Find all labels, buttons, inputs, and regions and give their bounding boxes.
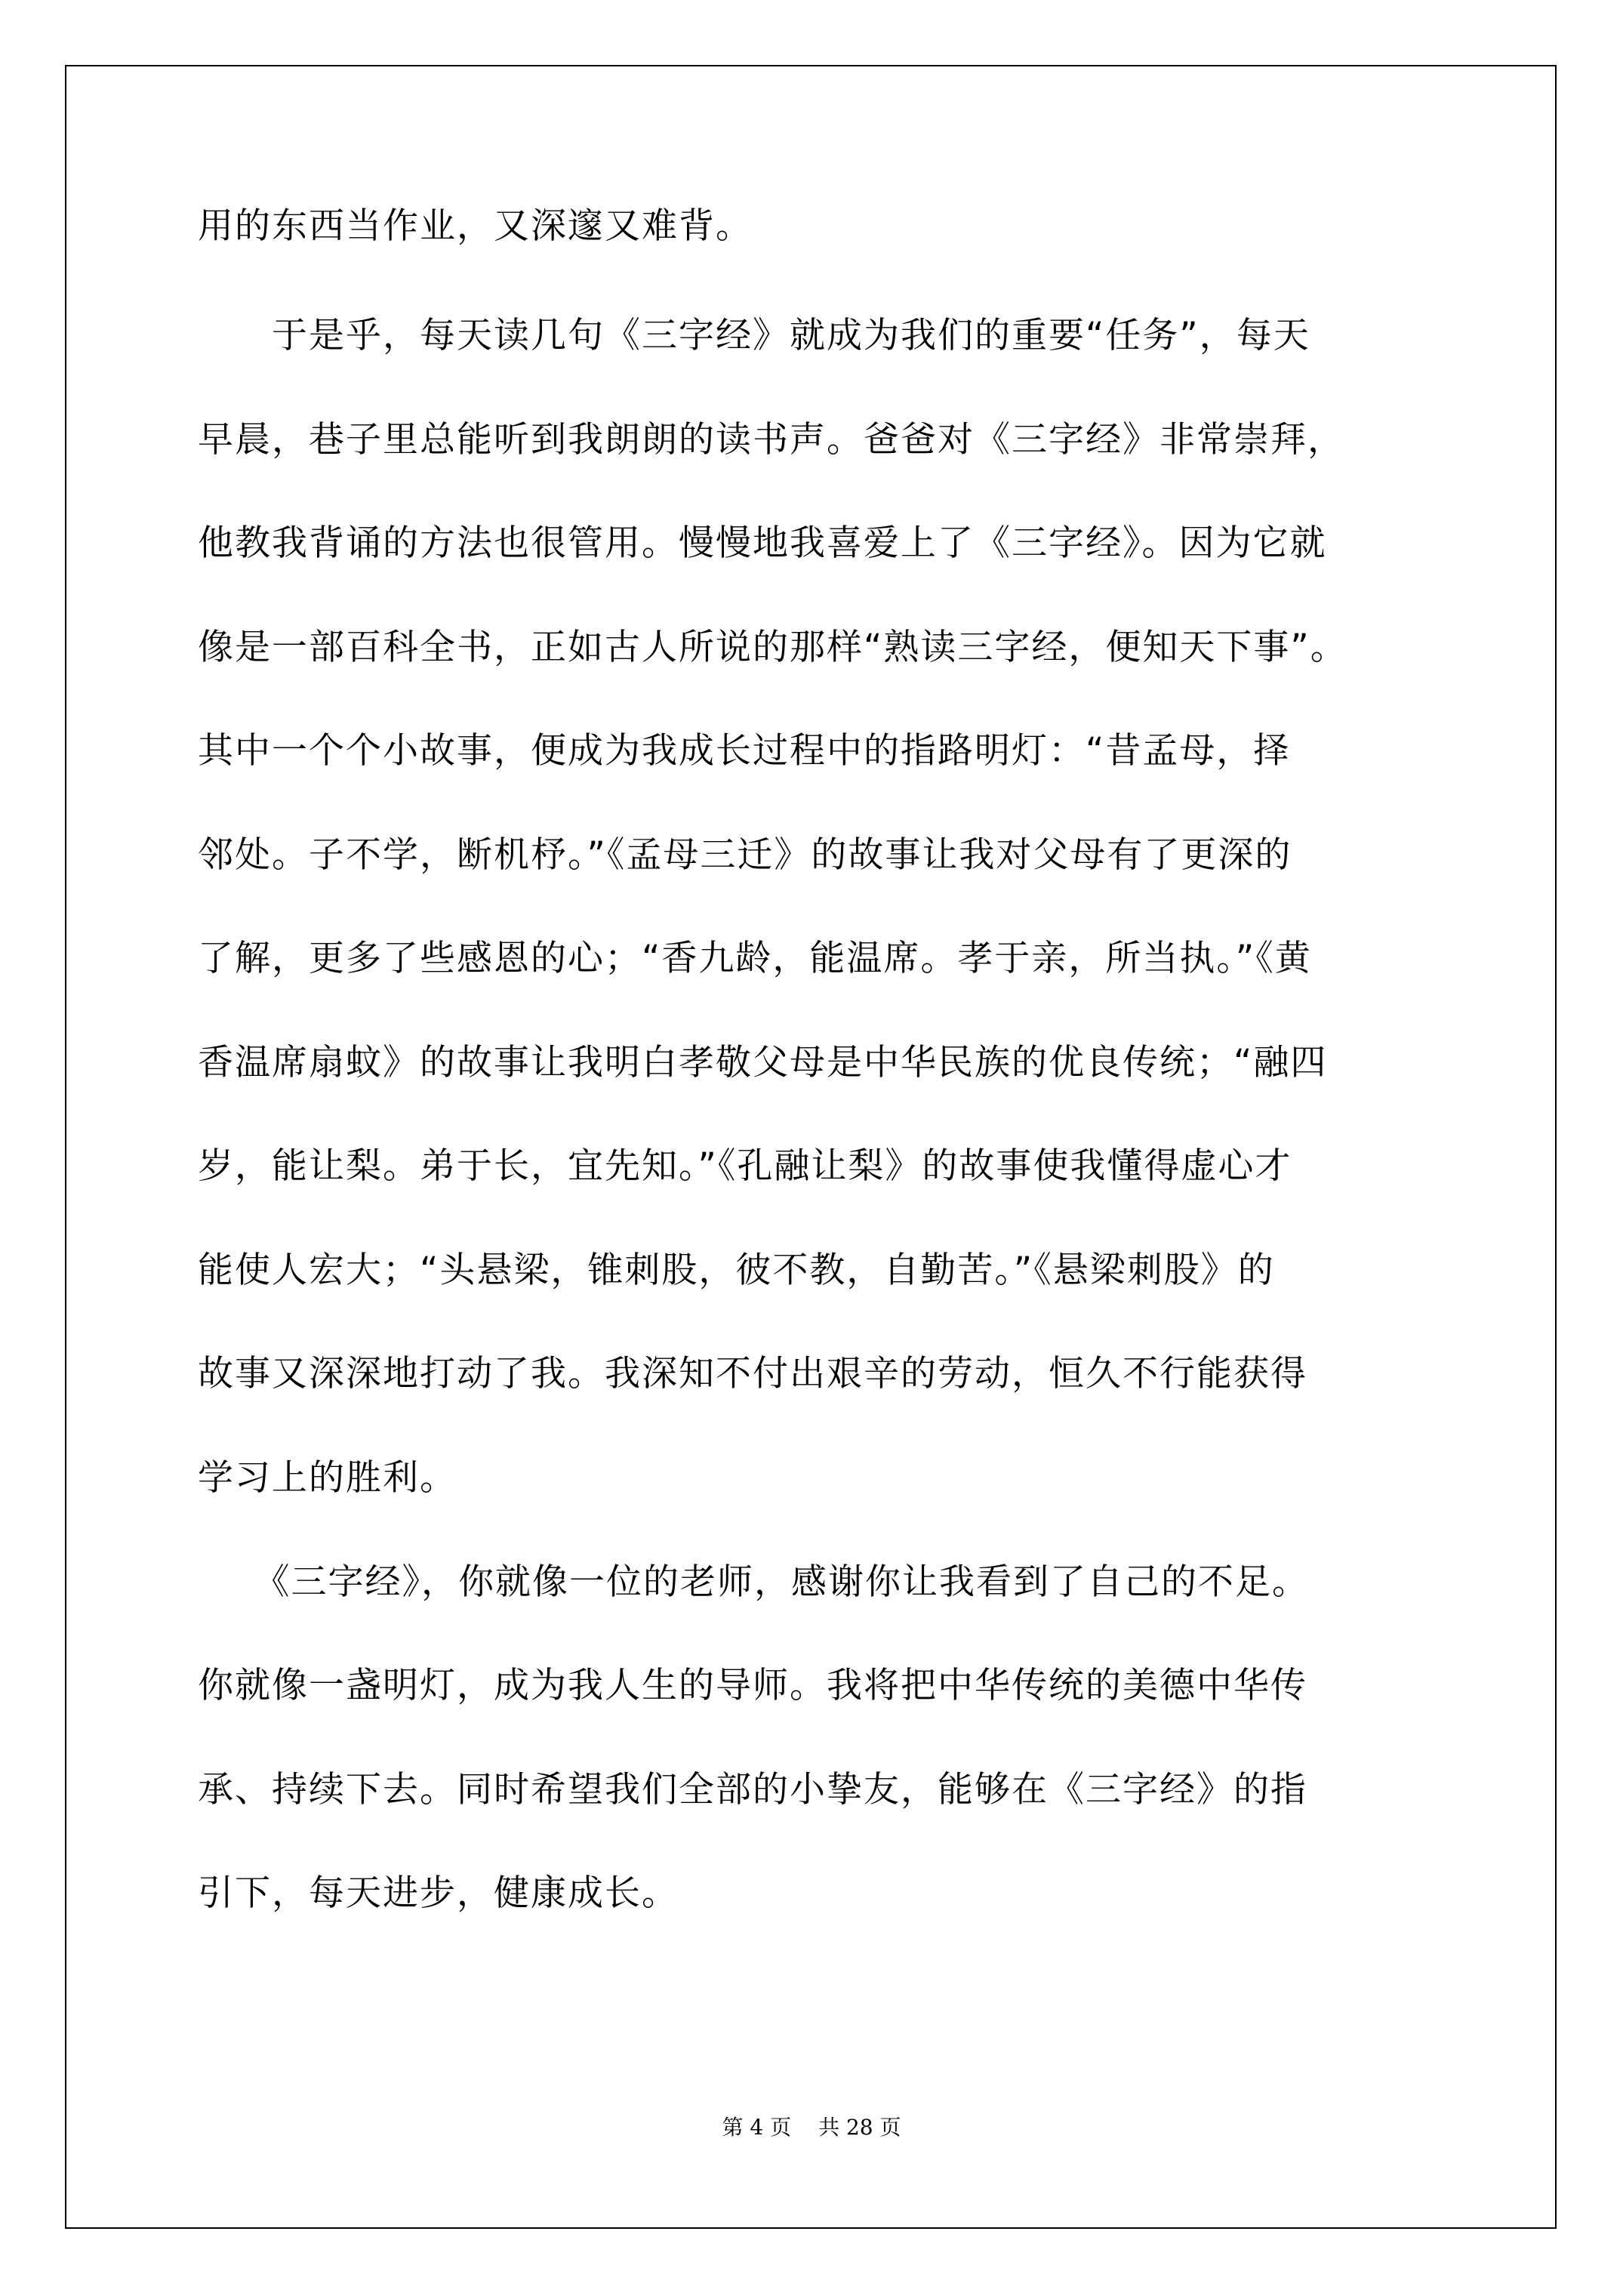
- text-line: 引下，每天进步，健康成长。: [198, 1872, 679, 1914]
- text-line: 《三字经》，你就像一位的老师，感谢你让我看到了自己的不足。: [198, 1561, 1309, 1603]
- page-number: 第 4 页: [722, 2115, 792, 2140]
- page-total: 共 28 页: [818, 2115, 901, 2140]
- text-line: 能使人宏大；“头悬梁，锥刺股，彼不教，自勤苦。”《悬梁刺股》的: [198, 1250, 1275, 1291]
- text-line: 香温席扇蚊》的故事让我明白孝敬父母是中华民族的优良传统；“融四: [198, 1042, 1328, 1083]
- text-line: 你就像一盏明灯，成为我人生的导师。我将把中华传统的美德中华传: [198, 1665, 1307, 1706]
- page-footer: [0, 2114, 1623, 2141]
- text-line: 于是乎，每天读几句《三字经》就成为我们的重要“任务”，每天: [198, 315, 1310, 356]
- text-line: 早晨，巷子里总能听到我朗朗的读书声。爸爸对《三字经》非常崇拜，: [198, 419, 1344, 461]
- text-line: 故事又深深地打动了我。我深知不付出艰辛的劳动，恒久不行能获得: [198, 1353, 1307, 1395]
- text-line: 学习上的胜利。: [198, 1457, 457, 1499]
- text-line: 邻处。子不学，断机杼。”《孟母三迁》的故事让我对父母有了更深的: [198, 834, 1292, 876]
- text-line: 了解，更多了些感恩的心；“香九龄，能温席。孝于亲，所当执。”《黄: [198, 938, 1312, 979]
- text-line: 其中一个个小故事，便成为我成长过程中的指路明灯：“昔孟母，择: [198, 730, 1291, 772]
- text-line: 像是一部百科全书，正如古人所说的那样“熟读三字经，便知天下事”。: [198, 627, 1347, 668]
- text-line: 承、持续下去。同时希望我们全部的小挚友，能够在《三字经》的指: [198, 1769, 1307, 1811]
- text-line: 岁，能让梨。弟于长，宜先知。”《孔融让梨》的故事使我懂得虚心才: [198, 1145, 1292, 1187]
- text-line: 用的东西当作业，又深邃又难背。: [198, 205, 753, 247]
- text-line: 他教我背诵的方法也很管用。慢慢地我喜爱上了《三字经》。因为它就: [198, 522, 1327, 564]
